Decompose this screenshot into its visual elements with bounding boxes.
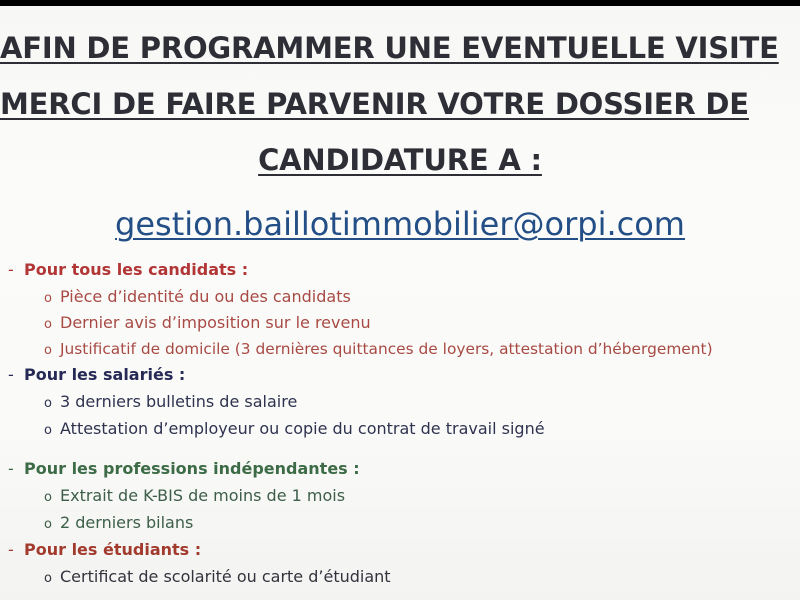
dash-marker: - (8, 365, 14, 384)
bullet-icon: o (44, 291, 52, 306)
contact-email-link[interactable]: gestion.baillotimmobilier@orpi.com (115, 205, 685, 243)
section-title-students: - Pour les étudiants : (8, 540, 202, 559)
list-item: o 3 derniers bulletins de salaire (44, 391, 297, 415)
list-item: o Attestation d’employeur ou copie du contrat de travail signé (44, 418, 545, 442)
section-title-all-candidates: - Pour tous les candidats : (8, 260, 249, 279)
section-title-employees: - Pour les salariés : (8, 365, 186, 384)
bullet-icon: o (44, 343, 52, 358)
bullet-icon: o (44, 571, 52, 586)
dash-marker: - (8, 540, 14, 559)
list-item: o Dernier avis d’imposition sur le revenu (44, 312, 371, 336)
section-title-self-employed: - Pour les professions indépendantes : (8, 459, 360, 478)
list-item: o Certificat de scolarité ou carte d’étudiant (44, 566, 391, 590)
list-item: o Pièce d’identité du ou des candidats (44, 286, 351, 310)
dash-marker: - (8, 459, 14, 478)
bullet-icon: o (44, 490, 52, 505)
dash-marker: - (8, 260, 14, 279)
list-item: o Justificatif de domicile (3 dernières quittances de loyers, attestation d’hébergement) (44, 338, 713, 362)
notice-paper (0, 6, 800, 600)
bullet-icon: o (44, 517, 52, 532)
list-item: o 2 derniers bilans (44, 512, 193, 536)
bullet-icon: o (44, 423, 52, 438)
list-item: o Extrait de K-BIS de moins de 1 mois (44, 485, 345, 509)
heading-line-3: CANDIDATURE A : (258, 143, 542, 177)
bullet-icon: o (44, 317, 52, 332)
heading-line-1: AFIN DE PROGRAMMER UNE EVENTUELLE VISITE (0, 31, 779, 65)
bullet-icon: o (44, 396, 52, 411)
heading-line-2: MERCI DE FAIRE PARVENIR VOTRE DOSSIER DE (0, 87, 749, 121)
